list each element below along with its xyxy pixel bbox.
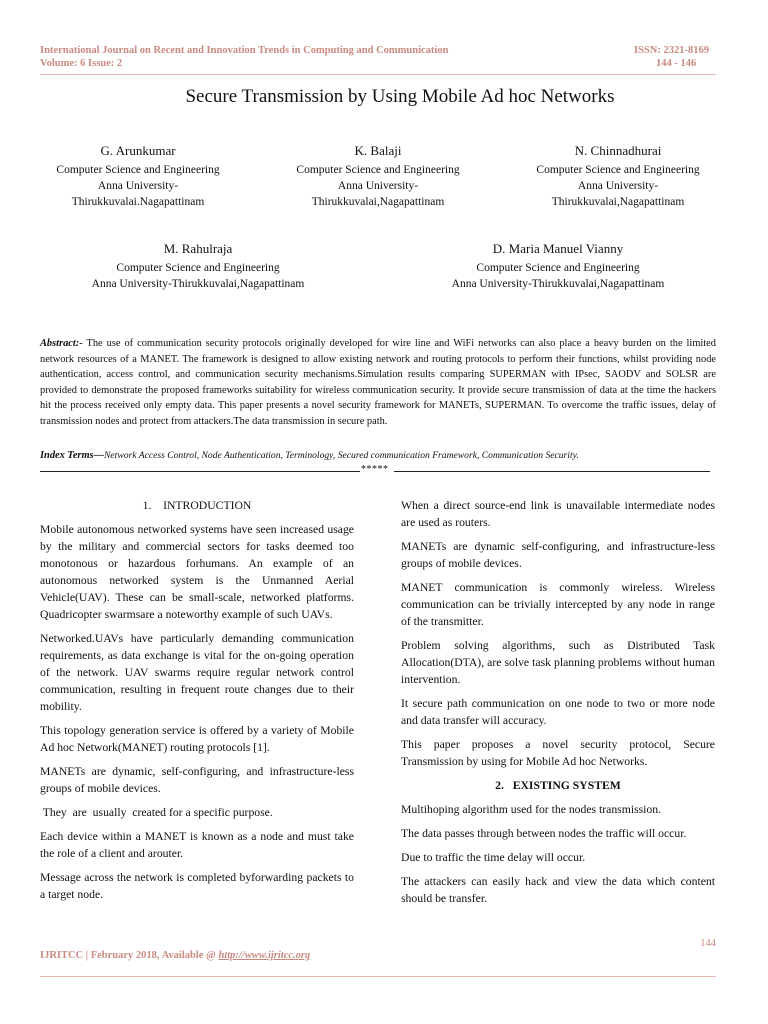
author-name: M. Rahulraja <box>163 241 233 256</box>
paragraph: MANETs are dynamic, self-configuring, and infrastructure-less groups of mobile devices. <box>40 765 354 795</box>
author-name: G. Arunkumar <box>100 143 176 158</box>
author-dept: Computer Science and Engineering <box>296 164 460 176</box>
author-dept: Computer Science and Engineering <box>536 164 700 176</box>
author-affiliation-line2: Thirukkuvalai,Nagapattinam <box>551 196 685 208</box>
paper-title: Secure Transmission by Using Mobile Ad hoc Networks <box>185 86 615 107</box>
author-affiliation: Anna University- <box>97 180 179 192</box>
paragraph: The data passes through between nodes the traffic will occur. <box>401 827 687 840</box>
journal-pages: 144 - 146 <box>656 58 697 69</box>
abstract-text: The use of communication security protocols originally developed for wire line and WiFi networks can also place a heavy burden on the limited network resources of a MANET. The framework is designed to allow existing network and routing protocols to perform their functions, whilst providing node authentication, access control, and communication security mechanisms.Simulation results comparing SUPERMAN with IPsec, SAODV and SOLSR are provided to demonstrate the proposed frameworks suitability for wireless communication security. It provide secure transmission of data at the time the hackers hit the process received only empty data. This paper presents a novel security framework for MANETs, SUPERMAN. To overcome the traffic issues, delay of transmission nodes and protect from attackers.The data transmission in secure path. <box>40 338 716 427</box>
author-name: K. Balaji <box>354 143 402 158</box>
page-number: 144 <box>700 938 716 949</box>
separator-rule-left <box>40 471 360 472</box>
paragraph: Due to traffic the time delay will occur. <box>401 851 586 864</box>
paragraph: The attackers can easily hack and view the data which content should be transfer. <box>401 875 715 905</box>
index-terms <box>40 450 716 461</box>
paragraph: Mobile autonomous networked systems have seen increased usage by the military and commercial sectors for tasks deemed too monotonous or hazardous forhumans. An example of an autonomous networked system is the Unmanned Aerial Vehicle(UAV). These can be small-scale, networked platforms. Quadricopter swarmsare a noteworthy example of such UAVs. <box>40 523 354 621</box>
section-title: INTRODUCTION <box>163 499 252 512</box>
paragraph: MANETs are dynamic self-configuring, and infrastructure-less groups of mobile devices. <box>401 540 715 570</box>
paragraph: It secure path communication on one node to two or more node and data transfer will accuracy. <box>401 697 715 727</box>
index-terms-label: Index Terms— <box>40 450 104 461</box>
author-affiliation-line2: Thirukkuvalai.Nagapattinam <box>71 196 205 208</box>
author-block-4 <box>58 241 338 292</box>
paragraph: Problem solving algorithms, such as Distributed Task Allocation(DTA), are solve task planning problems without human intervention. <box>401 639 715 686</box>
abstract-label: Abstract:- <box>40 338 83 349</box>
author-name: N. Chinnadhurai <box>574 143 662 158</box>
footer-text: IJRITCC | February 2018, Available @ <box>40 950 219 961</box>
author-dept: Computer Science and Engineering <box>476 262 640 274</box>
paragraph: Message across the network is completed byforwarding packets to a target node. <box>40 871 354 901</box>
paragraph: Networked.UAVs have particularly demanding communication requirements, as data exchange is vital for the on-going operation of the network. UAV swarms require regular network control communication, resulting in frequent route changes due to their mobility. <box>40 632 354 713</box>
author-dept: Computer Science and Engineering <box>116 262 280 274</box>
author-affiliation: Anna University-Thirukkuvalai,Nagapattinam <box>451 278 665 290</box>
section-heading-introduction <box>40 497 354 514</box>
journal-name: International Journal on Recent and Innovation Trends in Computing and Communication <box>40 45 449 56</box>
paragraph: They are usually created for a specific purpose. <box>40 806 273 819</box>
separator-rule-right <box>394 471 710 472</box>
author-block-1 <box>38 143 238 210</box>
author-affiliation: Anna University- <box>337 180 419 192</box>
footer <box>40 950 310 961</box>
author-block-3 <box>518 143 718 210</box>
author-affiliation: Anna University-Thirukkuvalai,Nagapattinam <box>91 278 305 290</box>
left-column <box>40 497 354 910</box>
journal-issn: ISSN: 2321-8169 <box>634 45 709 56</box>
paragraph: Multihoping algorithm used for the nodes transmission. <box>401 803 662 816</box>
author-name: D. Maria Manuel Vianny <box>492 241 624 256</box>
author-affiliation: Anna University- <box>577 180 659 192</box>
section-number: 1. <box>142 499 152 512</box>
separator-stars: ***** <box>361 464 389 475</box>
index-terms-text: Network Access Control, Node Authentication, Terminology, Secured communication Framework, Communication Security. <box>104 450 579 461</box>
section-heading-existing-system <box>401 777 715 794</box>
paragraph: MANET communication is commonly wireless. Wireless communication can be trivially intercepted by any node in range of the transmitter. <box>401 581 715 628</box>
abstract <box>40 336 716 430</box>
journal-volume: Volume: 6 Issue: 2 <box>40 58 123 69</box>
section-title: EXISTING SYSTEM <box>512 779 621 792</box>
paragraph: Each device within a MANET is known as a node and must take the role of a client and arouter. <box>40 830 354 860</box>
header-rule <box>40 74 716 75</box>
paragraph: When a direct source-end link is unavailable intermediate nodes are used as routers. <box>401 499 715 529</box>
paragraph: This paper proposes a novel security protocol, Secure Transmission by using for Mobile Ad hoc Networks. <box>401 738 715 768</box>
paragraph: This topology generation service is offered by a variety of Mobile Ad hoc Network(MANET) routing protocols [1]. <box>40 724 354 754</box>
author-dept: Computer Science and Engineering <box>56 164 220 176</box>
footer-link[interactable]: http://www.ijritcc.org <box>218 950 311 961</box>
section-number: 2. <box>495 779 504 792</box>
author-block-5 <box>418 241 698 292</box>
right-column <box>401 497 715 914</box>
author-block-2 <box>278 143 478 210</box>
author-affiliation-line2: Thirukkuvalai,Nagapattinam <box>311 196 445 208</box>
footer-rule <box>40 976 716 977</box>
